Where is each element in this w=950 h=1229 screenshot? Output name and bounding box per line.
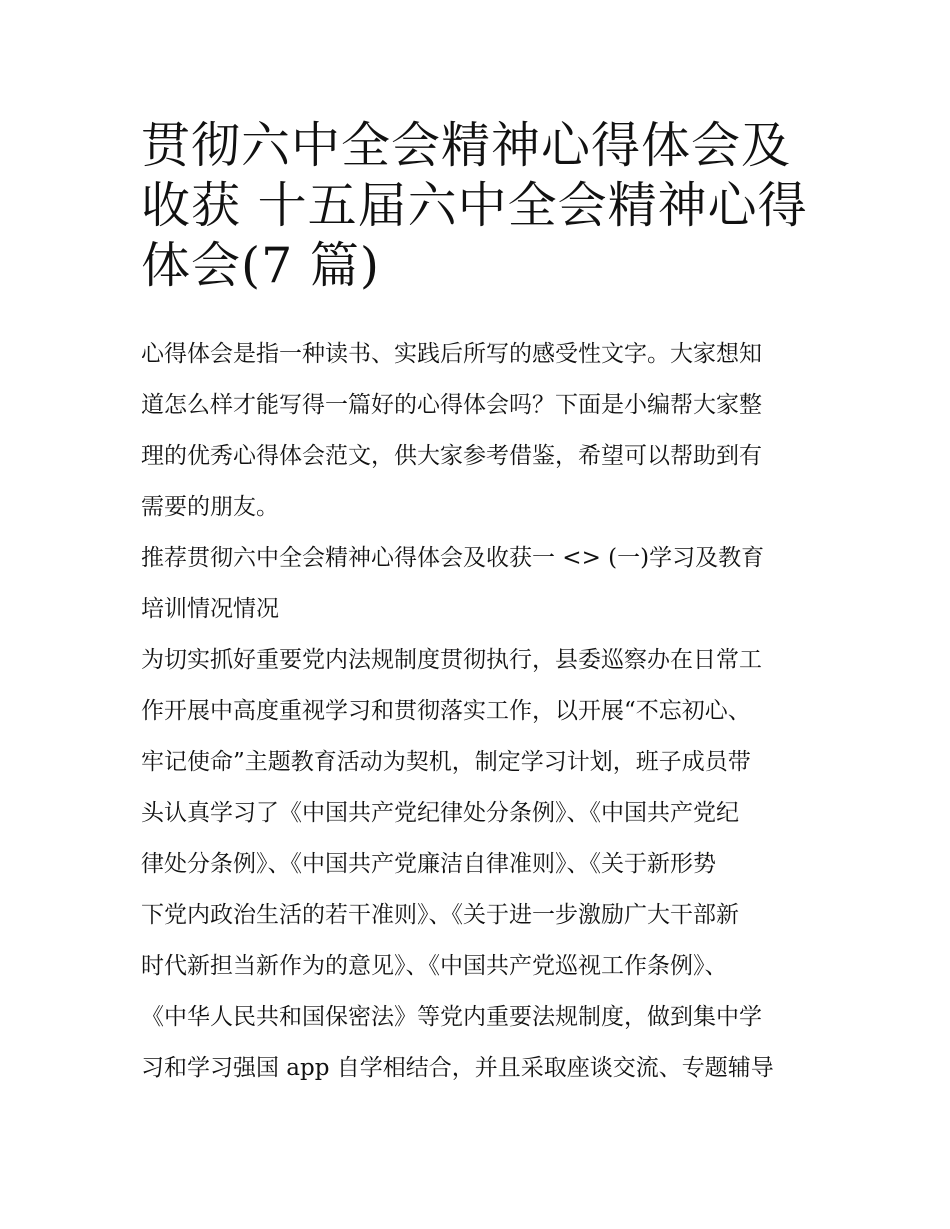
body-line: 习和学习强国 app 自学相结合，并且采取座谈交流、专题辅导 bbox=[141, 1055, 774, 1081]
body-line: 道怎么样才能写得一篇好的心得体会吗？下面是小编帮大家整 bbox=[141, 392, 762, 418]
body-line: 律处分条例》、《中国共产党廉洁自律准则》、《关于新形势 bbox=[141, 851, 716, 877]
section-heading-line: 推荐贯彻六中全会精神心得体会及收获一 <> (一)学习及教育 bbox=[141, 545, 765, 571]
body-line: 下党内政治生活的若干准则》、《关于进一步激励广大干部新 bbox=[141, 902, 739, 928]
document-body bbox=[141, 329, 813, 1094]
body-line: 理的优秀心得体会范文，供大家参考借鉴，希望可以帮助到有 bbox=[141, 443, 762, 469]
title-line: 收获 十五届六中全会精神心得 bbox=[141, 177, 808, 234]
body-line: 为切实抓好重要党内法规制度贯彻执行，县委巡察办在日常工 bbox=[141, 647, 762, 673]
title-line: 贯彻六中全会精神心得体会及 bbox=[141, 117, 792, 174]
document-page bbox=[141, 0, 813, 1094]
body-line: 头认真学习了《中国共产党纪律处分条例》、《中国共产党纪 bbox=[141, 800, 739, 826]
body-line: 牢记使命”主题教育活动为契机，制定学习计划，班子成员带 bbox=[141, 749, 751, 775]
section-heading-line: 培训情况情况 bbox=[141, 596, 279, 622]
body-line: 时代新担当新作为的意见》、《中国共产党巡视工作条例》、 bbox=[141, 953, 728, 979]
title-line: 体会(7 篇) bbox=[141, 237, 380, 294]
body-line: 心得体会是指一种读书、实践后所写的感受性文字。大家想知 bbox=[141, 341, 762, 367]
body-line: 作开展中高度重视学习和贯彻落实工作，以开展“不忘初心、 bbox=[141, 698, 751, 724]
body-line: 《中华人民共和国保密法》等党内重要法规制度，做到集中学 bbox=[141, 1004, 762, 1030]
body-line: 需要的朋友。 bbox=[141, 494, 279, 520]
document-title bbox=[141, 0, 813, 296]
